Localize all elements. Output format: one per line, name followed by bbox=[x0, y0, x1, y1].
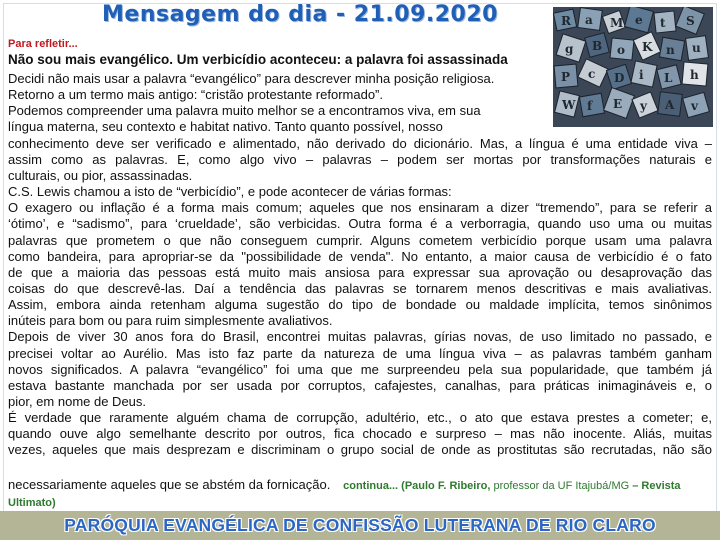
svg-text:c: c bbox=[588, 67, 596, 81]
body-line: estava bastante manchada por ser usada por corruptos, cafajestes, canalhas, para práticas inimagináveis e, o bbox=[8, 377, 712, 393]
body-line: palavras que prometem o que não conseguem cumprir. Alguns cometem verbicídio porque usam uma palavra bbox=[8, 232, 712, 248]
svg-text:t: t bbox=[660, 16, 666, 30]
svg-text:g: g bbox=[565, 42, 574, 56]
svg-text:P: P bbox=[561, 70, 571, 84]
body-line: É verdade que raramente alguém chama de corrupção, adultério, etc., o ato que estava prestes a cometer; e, bbox=[8, 410, 712, 426]
svg-text:n: n bbox=[666, 43, 675, 57]
body-line: culturais, ou pior, assassinadas. bbox=[8, 167, 193, 183]
body-line: Retorno a um termo mais antigo: “cristão protestante reformado”. bbox=[8, 87, 383, 103]
body-line: Decidi não mais usar a palavra “evangélico” para descrever minha posição religiosa. bbox=[8, 71, 495, 86]
svg-text:S: S bbox=[686, 14, 695, 28]
body-line: de que a maioria das pessoas está muito mais ansiosa para expressar sua aprovação ou desaprovação das bbox=[8, 264, 712, 280]
svg-text:K: K bbox=[642, 40, 653, 54]
svg-text:E: E bbox=[613, 97, 623, 111]
last-line: necessariamente aqueles que se abstém da fornicação. bbox=[8, 477, 331, 492]
svg-text:A: A bbox=[665, 98, 675, 112]
signature-part4: Ultimato) bbox=[8, 497, 56, 509]
svg-text:L: L bbox=[664, 71, 673, 85]
signature-part2: professor da UF Itajubá/MG bbox=[493, 480, 630, 492]
article-headline: Não sou mais evangélico. Um verbicídio aconteceu: a palavra foi assassinada bbox=[8, 52, 508, 67]
signature bbox=[334, 480, 681, 492]
svg-text:e: e bbox=[635, 13, 643, 27]
svg-text:h: h bbox=[690, 68, 699, 82]
svg-text:M: M bbox=[610, 16, 624, 30]
body-line: pior, em nome de Deus. bbox=[8, 394, 147, 409]
svg-text:v: v bbox=[691, 99, 698, 113]
svg-text:D: D bbox=[614, 71, 625, 85]
body-line: vezes, aqueles que mais desprezam e discriminam o grupo social de onde as prostitutas são recrutadas, não são bbox=[8, 442, 712, 458]
footer-banner bbox=[0, 511, 720, 540]
footer-label: PARÓQUIA EVANGÉLICA DE CONFISSÃO LUTERANA DE RIO CLARO bbox=[64, 515, 656, 535]
body-line: Podemos compreender uma palavra muito melhor se a encontramos viva, em sua bbox=[8, 103, 481, 119]
body-line: Depois de viver 30 anos fora do Brasil, encontrei muitas palavras, gírias novas, de uso limitado no passado, e bbox=[8, 329, 712, 345]
body-line: língua materna, seu contexto e habitat nativo. Tanto quanto possível, nosso bbox=[8, 119, 443, 135]
svg-text:u: u bbox=[692, 41, 701, 55]
body-line: C.S. Lewis chamou a isto de “verbicídio”, e pode acontecer de várias formas: bbox=[8, 184, 452, 199]
svg-text:B: B bbox=[592, 39, 603, 53]
body-line: ‘ótimo’, e “sadismo”, para ‘crueldade’, são verbicidas. Outra forma é a verborragia, quando uso uma ou muitas bbox=[8, 216, 712, 232]
body-line: coisas do que descrevê-las. Daí a tendência das palavras se tornarem menos descritivas e mais avaliativas. bbox=[8, 280, 712, 296]
article-closing bbox=[8, 477, 681, 511]
body-line: assim como as palavras. E, como algo vivo – palavras – podem ser mortas por transformações naturais e bbox=[8, 151, 712, 167]
body-line: Assim, embora ainda retenham alguma sugestão do tipo de bondade ou maldade implícita, temos sinônimos bbox=[8, 297, 712, 313]
svg-text:f: f bbox=[587, 99, 593, 113]
letterpress-photo bbox=[553, 7, 713, 127]
body-line: conhecimento deve ser verificado e alimentado, não derivado do dicionário. Mas, a língua é uma entidade viva – bbox=[8, 135, 712, 151]
body-line: inúteis para bom ou para ruim simplesmente avaliativos. bbox=[8, 313, 333, 329]
body-line: quando ouve algo semelhante descrito por outros, fica chocado e surpreso – mas não inocente. Aliás, muitas bbox=[8, 426, 712, 442]
svg-text:o: o bbox=[617, 43, 626, 57]
body-line: como bandeira, para apropriar-se da "possibilidade de venda". No entanto, a maior causa de verbicídio é o fato bbox=[8, 248, 712, 264]
svg-text:R: R bbox=[561, 14, 571, 28]
kicker-label: Para refletir... bbox=[8, 38, 78, 50]
svg-text:i: i bbox=[639, 68, 644, 82]
body-line: precisei voltar ao Aurélio. Mas isto faz parte da natureza de uma língua viva – as palavras também ganham bbox=[8, 345, 712, 361]
svg-text:W: W bbox=[562, 98, 576, 112]
signature-part1: continua... (Paulo F. Ribeiro, bbox=[343, 480, 494, 492]
svg-text:a: a bbox=[585, 13, 593, 27]
body-line: O exagero ou inflação é a forma mais comum; aqueles que nos ensinaram a dizer “tremendo”, para se referir a bbox=[8, 200, 712, 216]
body-line: novos significados. A palavra “evangélico” foi uma que me surpreendeu pela sua popularidade, que também já bbox=[8, 361, 712, 377]
svg-text:y: y bbox=[640, 99, 647, 113]
page-title: Mensagem do dia - 21.09.2020 bbox=[102, 2, 498, 27]
signature-part3: – Revista bbox=[629, 480, 681, 492]
